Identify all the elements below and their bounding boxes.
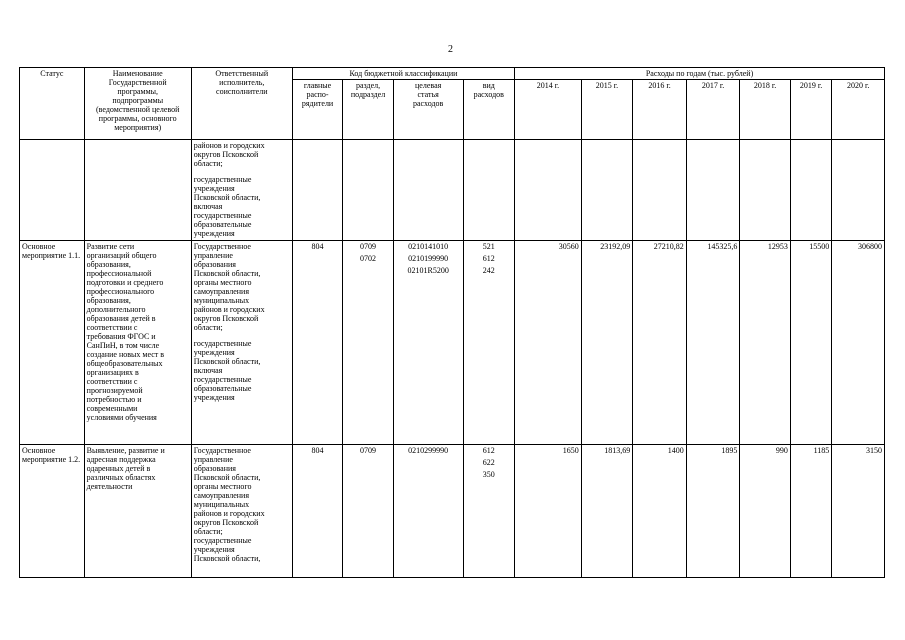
cell-empty [393, 140, 463, 241]
cell-empty [84, 140, 191, 241]
cell-responsible [191, 241, 292, 445]
section-code: 0702 [360, 254, 377, 263]
cell-name: Развитие сети организаций общего образования, профессиональной подготовки и среднего профессионального образования, дополнительного образования детей в соответствии с требования ФГОС и СанПиН, в том числе создание новых мест в общеобразовательных организациях в соответствии с прогнозируемой потребностью и современными условиями обучения [84, 241, 191, 445]
cell-name: Выявление, развитие и адресная поддержка одаренных детей в различных областях деятельности [84, 445, 191, 578]
kind-code: 612 [482, 254, 495, 263]
cell-value-2015: 23192,09 [581, 241, 633, 445]
cell-value-2019: 1185 [790, 445, 831, 578]
cell-status: Основное мероприятие 1.2. [20, 445, 85, 578]
cell-kind [463, 445, 515, 578]
header-year-2018: 2018 г. [740, 80, 791, 140]
header-year-2017: 2017 г. [686, 80, 740, 140]
header-target: целевая статья расходов [393, 80, 463, 140]
target-code: 0210299990 [408, 446, 449, 455]
cell-value-2017: 1895 [686, 445, 740, 578]
cell-grbs: 804 [292, 445, 343, 578]
cell-empty [633, 140, 687, 241]
cell-value-2020: 3150 [832, 445, 885, 578]
cell-value-2017: 145325,6 [686, 241, 740, 445]
cell-empty [740, 140, 791, 241]
cell-section [343, 241, 394, 445]
header-year-2015: 2015 г. [581, 80, 633, 140]
header-responsible: Ответственный исполнитель, соисполнители [191, 68, 292, 140]
table-row [20, 241, 885, 445]
kind-code: 521 [482, 242, 495, 251]
kind-code: 622 [482, 458, 495, 467]
cell-value-2016: 27210,82 [633, 241, 687, 445]
kind-code: 242 [482, 266, 495, 275]
header-budget-code: Код бюджетной классификации [292, 68, 514, 80]
header-year-2014: 2014 г. [515, 80, 582, 140]
cell-value-2016: 1400 [633, 445, 687, 578]
cell-empty [292, 140, 343, 241]
cell-value-2015: 1813,69 [581, 445, 633, 578]
section-code: 0709 [360, 242, 377, 251]
cell-value-2018: 990 [740, 445, 791, 578]
header-grbs: главные распо- рядители [292, 80, 343, 140]
header-kind: вид расходов [463, 80, 515, 140]
cell-empty [343, 140, 394, 241]
responsible-text: государственные учреждения Псковской области, включая государственные образовательные учреждения [193, 175, 261, 238]
cell-responsible [191, 445, 292, 578]
cell-empty [463, 140, 515, 241]
kind-code: 612 [482, 446, 495, 455]
header-year-2016: 2016 г. [633, 80, 687, 140]
cell-value-2019: 15500 [790, 241, 831, 445]
header-expenses: Расходы по годам (тыс. рублей) [515, 68, 885, 80]
cell-empty [790, 140, 831, 241]
header-year-2019: 2019 г. [790, 80, 831, 140]
cell-empty [686, 140, 740, 241]
section-code: 0709 [360, 446, 377, 455]
cell-kind [463, 241, 515, 445]
cell-empty [20, 140, 85, 241]
cell-responsible [191, 140, 292, 241]
header-year-2020: 2020 г. [832, 80, 885, 140]
cell-value-2014: 30560 [515, 241, 582, 445]
target-code: 0210141010 [408, 242, 449, 251]
header-name: Наименование Государственной программы, подпрограммы (ведомственной целевой программы, основного мероприятия) [84, 68, 191, 140]
cell-value-2018: 12953 [740, 241, 791, 445]
cell-target [393, 445, 463, 578]
responsible-text: районов и городских округов Псковской области; [193, 141, 265, 168]
cell-value-2020: 306800 [832, 241, 885, 445]
header-status: Статус [20, 68, 85, 140]
responsible-text: Государственное управление образования Псковской области, органы местного самоуправления муниципальных районов и городских округов Псковской области; [193, 242, 265, 332]
continuation-row [20, 140, 885, 241]
cell-empty [515, 140, 582, 241]
responsible-text: Государственное управление образования Псковской области, органы местного самоуправления муниципальных районов и городских округов Псковской области; [193, 446, 265, 536]
cell-empty [581, 140, 633, 241]
target-code: 02101R5200 [407, 266, 449, 275]
kind-code: 350 [482, 470, 495, 479]
budget-table [19, 67, 885, 578]
responsible-text: государственные учреждения Псковской области, включая государственные образовательные учреждения [193, 339, 261, 402]
table-row [20, 445, 885, 578]
cell-target [393, 241, 463, 445]
target-code: 0210199990 [408, 254, 449, 263]
cell-empty [832, 140, 885, 241]
cell-grbs: 804 [292, 241, 343, 445]
responsible-text: государственные учреждения Псковской области, [193, 536, 261, 563]
cell-status: Основное мероприятие 1.1. [20, 241, 85, 445]
cell-value-2014: 1650 [515, 445, 582, 578]
page-number: 2 [448, 44, 453, 55]
header-row-1 [20, 68, 885, 80]
header-section: раздел, подраздел [343, 80, 394, 140]
cell-section [343, 445, 394, 578]
